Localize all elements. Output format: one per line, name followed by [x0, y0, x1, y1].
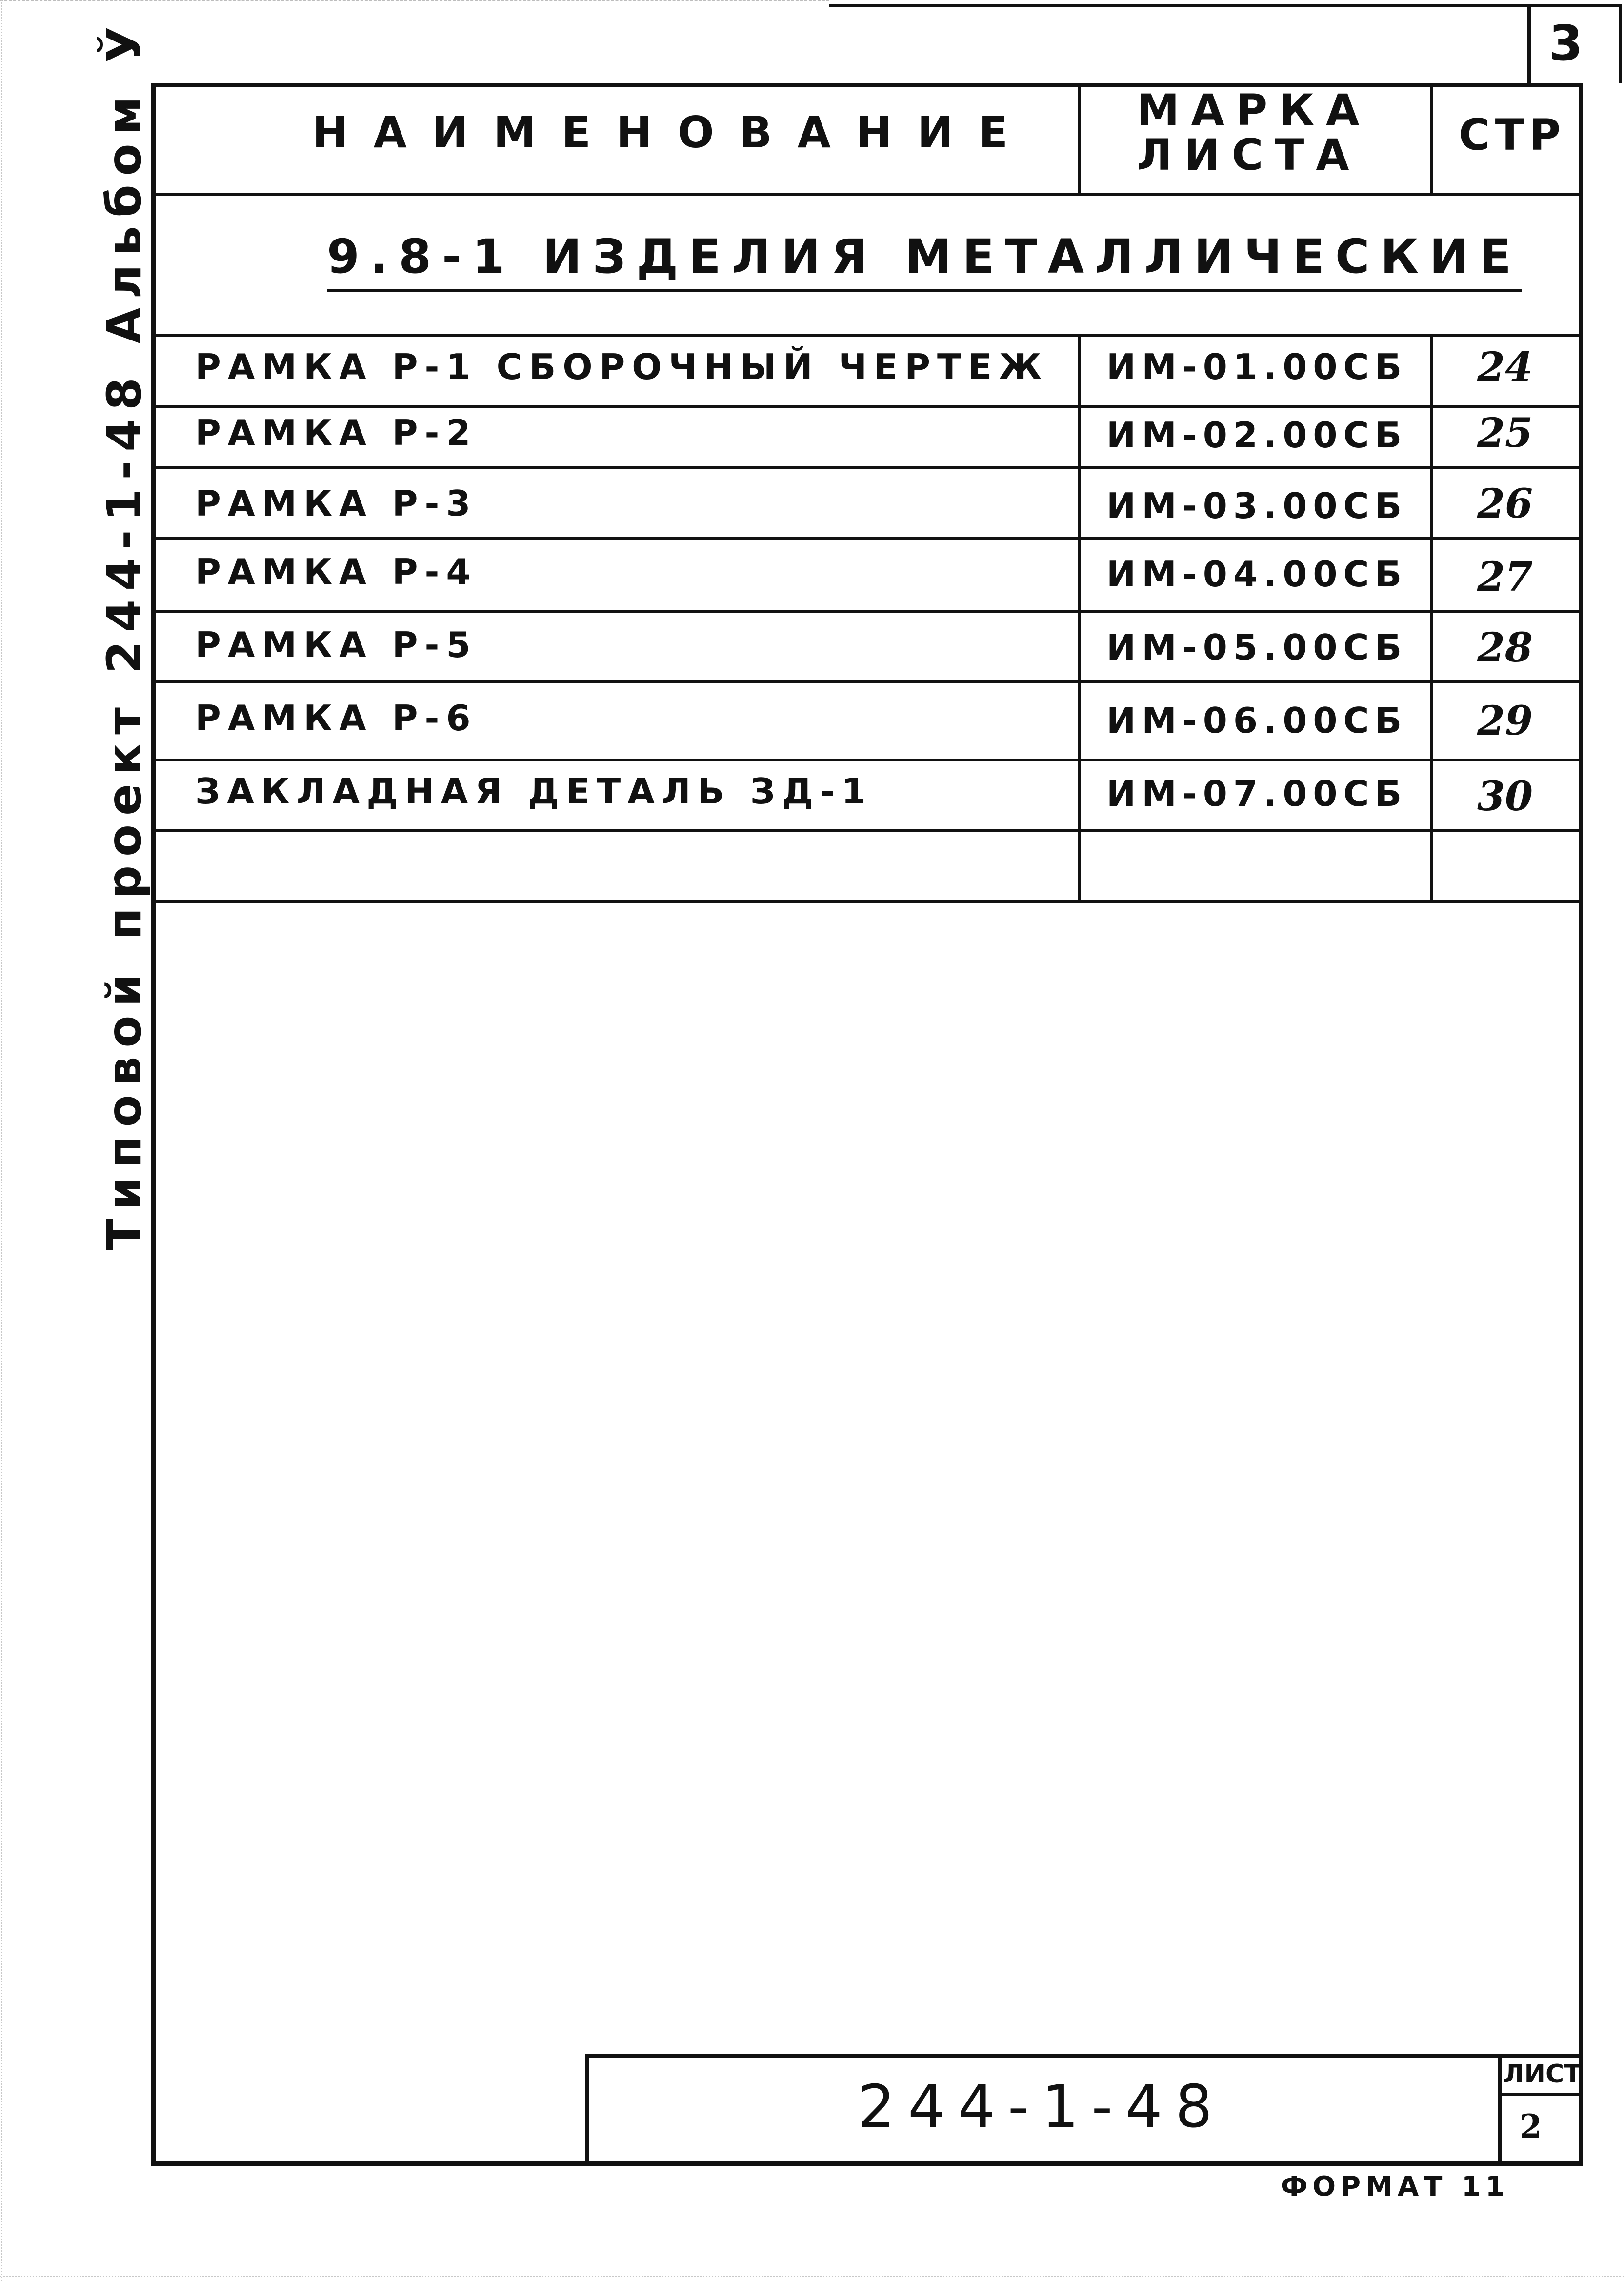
header-mark: МАРКА ЛИСТА — [1137, 85, 1371, 180]
row-mark: ИМ-02.00СБ — [1106, 415, 1408, 456]
row-name: РАМКА Р-4 — [195, 551, 478, 592]
row-page: 25 — [1477, 410, 1533, 457]
row-name: РАМКА Р-2 — [195, 412, 478, 453]
header-divider-2 — [1430, 83, 1433, 193]
row-mark: ИМ-05.00СБ — [1106, 627, 1408, 668]
sheet-label: ЛИСТ — [1503, 2060, 1582, 2089]
frame-top-extension — [829, 4, 1620, 7]
side-project-label: Типовой проект 244-1-48 Альбом Ў — [97, 18, 152, 1251]
row-line-5 — [151, 680, 1583, 683]
row-mark: ИМ-03.00СБ — [1106, 485, 1408, 526]
scan-edge-top — [0, 0, 829, 1]
row-page: 30 — [1477, 773, 1533, 820]
row-line-1 — [151, 405, 1583, 408]
row-name: РАМКА Р-5 — [195, 624, 478, 665]
row-name: ЗАКЛАДНАЯ ДЕТАЛЬ ЗД-1 — [195, 771, 873, 812]
row-mark: ИМ-07.00СБ — [1106, 773, 1408, 814]
column-divider-2 — [1430, 334, 1433, 900]
header-page: СТР — [1459, 110, 1566, 160]
format-label: ФОРМАТ 11 — [1281, 2171, 1509, 2202]
column-divider-1 — [1078, 334, 1081, 900]
section-title: 9.8-1 ИЗДЕЛИЯ МЕТАЛЛИЧЕСКИЕ — [327, 229, 1522, 292]
sheet-cell-divider — [1498, 2093, 1583, 2096]
header-name: НАИМЕНОВАНИЕ — [312, 107, 1034, 158]
row-page: 28 — [1477, 624, 1533, 671]
title-block-divider — [1498, 2054, 1502, 2166]
row-line-4 — [151, 610, 1583, 613]
header-bottom-line — [151, 193, 1583, 196]
row-line-2 — [151, 466, 1583, 469]
row-mark: ИМ-01.00СБ — [1106, 346, 1408, 387]
row-name: РАМКА Р-3 — [195, 483, 478, 524]
row-mark: ИМ-06.00СБ — [1106, 700, 1408, 741]
section-bottom-line — [151, 334, 1583, 337]
drawing-frame — [151, 83, 1583, 2166]
sheet-number: 3 — [1549, 15, 1584, 72]
sheet-value: 2 — [1520, 2107, 1542, 2145]
row-page: 27 — [1477, 554, 1533, 600]
row-line-3 — [151, 537, 1583, 540]
row-mark: ИМ-04.00СБ — [1106, 554, 1408, 595]
header-divider-1 — [1078, 83, 1081, 193]
scan-edge-bottom — [0, 2276, 1624, 2277]
document-code: 244-1-48 — [858, 2073, 1225, 2141]
row-page: 24 — [1477, 344, 1533, 391]
scan-edge-left — [1, 0, 2, 2281]
row-line-6 — [151, 759, 1583, 761]
row-line-7 — [151, 829, 1583, 832]
row-line-8 — [151, 900, 1583, 903]
row-page: 26 — [1477, 480, 1533, 527]
row-name: РАМКА Р-6 — [195, 698, 478, 739]
row-page: 29 — [1477, 698, 1533, 744]
row-name: РАМКА Р-1 СБОРОЧНЫЙ ЧЕРТЕЖ — [195, 346, 1049, 387]
